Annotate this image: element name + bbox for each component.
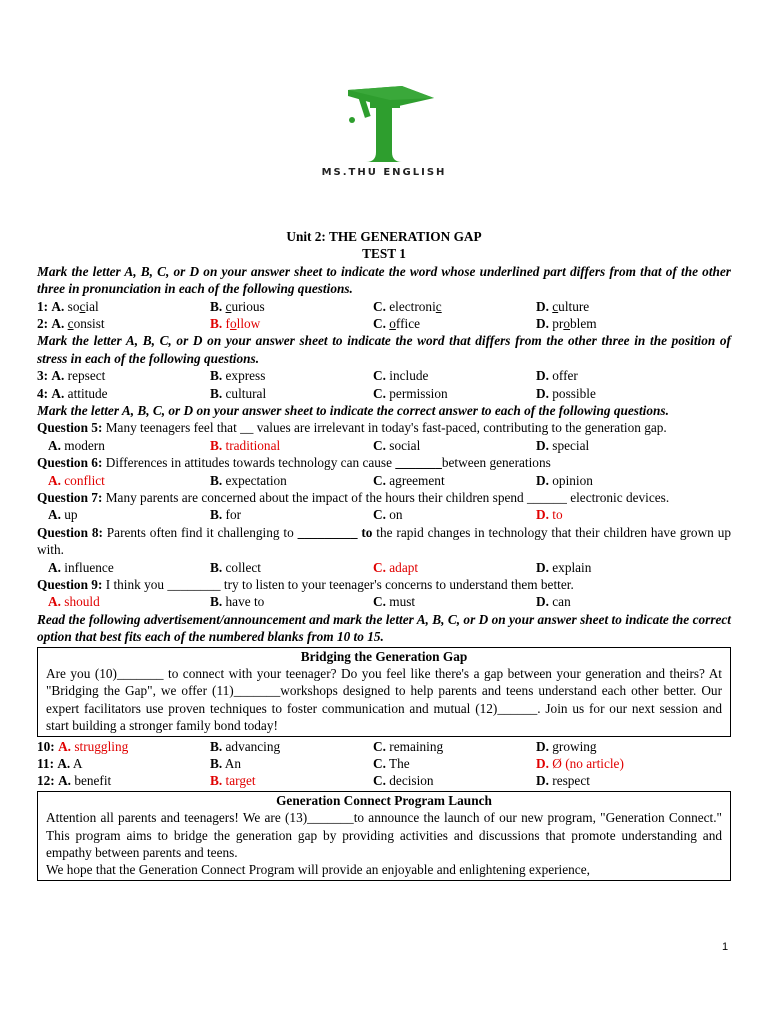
option-d: D. growing [536,738,597,754]
question-7: Question 7: Many parents are concerned about the impact of the hours their children spend ______ electronic devices. [37,490,670,505]
option-c: C. include [373,368,429,384]
brand-name: MS.THU ENGLISH [321,167,447,178]
option-d: D. possible [536,385,596,401]
announcement-title: Generation Connect Program Launch [276,792,492,808]
instruction-pronunciation: Mark the letter A, B, C, or D on your answer sheet to indicate the word whose underlined part differs from that of the other three in pronunciation in each of the following questions. [37,263,731,297]
option-c: C. The [373,756,410,772]
option-d: D. can [536,594,571,610]
question-8: Question 8: Parents often find it challenging to _________ to the rapid changes in technology that their children have grown up with. [37,524,731,558]
option-b-answer: B. follow [210,316,261,332]
announcement-text: Attention all parents and teenagers! We are (13)_______to announce the launch of our new program, "Generation Connect." This program aims to bridge the generation gap by providing activities and discussions that promote understanding and empathy between parents and teens. [46,810,722,861]
option-b: B. express [210,368,266,384]
option-c-answer: C. adapt [373,559,419,575]
option-b: B. curious [210,298,265,314]
option-a: 2: A. consist [37,316,105,332]
option-d: D. respect [536,773,590,789]
option-a: A. influence [48,559,114,575]
option-c: C. electronic [373,298,442,314]
question-row-2 [37,315,731,332]
advertisement-box [37,647,731,737]
option-b-answer: B. traditional [210,437,281,453]
option-b: B. expectation [210,472,287,488]
instruction-correct-answer: Mark the letter A, B, C, or D on your answer sheet to indicate the correct answer to each of the following questions. [37,403,669,418]
option-c: C. permission [373,385,448,401]
option-d: D. explain [536,559,592,575]
question-row-3 [37,367,731,384]
option-b-answer: B. target [210,773,256,789]
question-9: Question 9: I think you ________ try to listen to your teenager's concerns to understand them better. [37,577,574,592]
option-d-answer: D. Ø (no article) [536,756,624,772]
question-7-options [37,506,731,523]
advertisement-title: Bridging the Generation Gap [300,648,468,664]
option-a: A. modern [48,437,105,453]
option-d: D. opinion [536,472,593,488]
option-c: C. decision [373,773,434,789]
page-number: 1 [722,941,729,953]
option-d: D. problem [536,316,597,332]
option-d: D. special [536,437,590,453]
option-b: B. An [210,756,242,772]
question-5-options [37,437,731,454]
option-c: C. remaining [373,738,444,754]
question-row-4 [37,385,731,402]
instruction-advertisement: Read the following advertisement/announcement and mark the letter A, B, C, or D on your answer sheet to indicate the correct option that best fits each of the numbered blanks from 10 to 15. [37,611,731,645]
option-c: C. must [373,594,416,610]
option-b: B. cultural [210,385,267,401]
instruction-stress: Mark the letter A, B, C, or D on your answer sheet to indicate the word that differs from the other three in the position of stress in each of the following questions. [37,333,731,366]
option-d: D. offer [536,368,578,384]
unit-title: Unit 2: THE GENERATION GAP [286,229,482,244]
option-a: 11: A. A [37,756,83,772]
worksheet-content [37,228,731,882]
option-b: B. advancing [210,738,281,754]
announcement-text-2: We hope that the Generation Connect Program will provide an enjoyable and enlightening experience, [46,862,590,878]
question-row-11 [37,755,731,772]
question-6-options [37,472,731,489]
option-c: C. on [373,507,403,523]
option-b: B. for [210,507,242,523]
test-title: TEST 1 [362,246,406,262]
advertisement-text: Are you (10)_______ to connect with your teenager? Do you feel like there's a gap between your generation and theirs? At "Bridging the Gap", we offer (11)_______workshops designed to help parents and teens understand each other better. Our expert facilitators use proven techniques to foster communication and mutual (12)______. Join us for our next session and start building a stronger family bond today! [46,666,722,734]
option-a-answer: A. conflict [48,472,105,488]
question-9-options [37,593,731,610]
question-row-12 [37,772,731,789]
option-a-answer: 10: A. struggling [37,738,129,754]
option-a: 1: A. social [37,298,99,314]
question-row-10 [37,738,731,755]
option-a: 3: A. repsect [37,368,106,384]
option-a: 12: A. benefit [37,773,112,789]
question-6: Question 6: Differences in attitudes towards technology can cause _______between generations [37,455,551,471]
option-a: A. up [48,507,78,523]
option-c: C. social [373,437,421,453]
option-d: D. culture [536,298,590,314]
option-b: B. collect [210,559,261,575]
option-c: C. agreement [373,472,445,488]
announcement-box [37,791,731,881]
option-a: 4: A. attitude [37,385,108,401]
option-a-answer: A. should [48,594,100,610]
option-c: C. office [373,316,421,332]
question-5: Question 5: Many teenagers feel that __ values are irrelevant in today's fast-paced, contributing to the generation gap. [37,420,667,436]
question-row-1 [37,298,731,315]
question-8-options [37,559,731,576]
option-d-answer: D. to [536,507,563,523]
option-b: B. have to [210,594,265,610]
